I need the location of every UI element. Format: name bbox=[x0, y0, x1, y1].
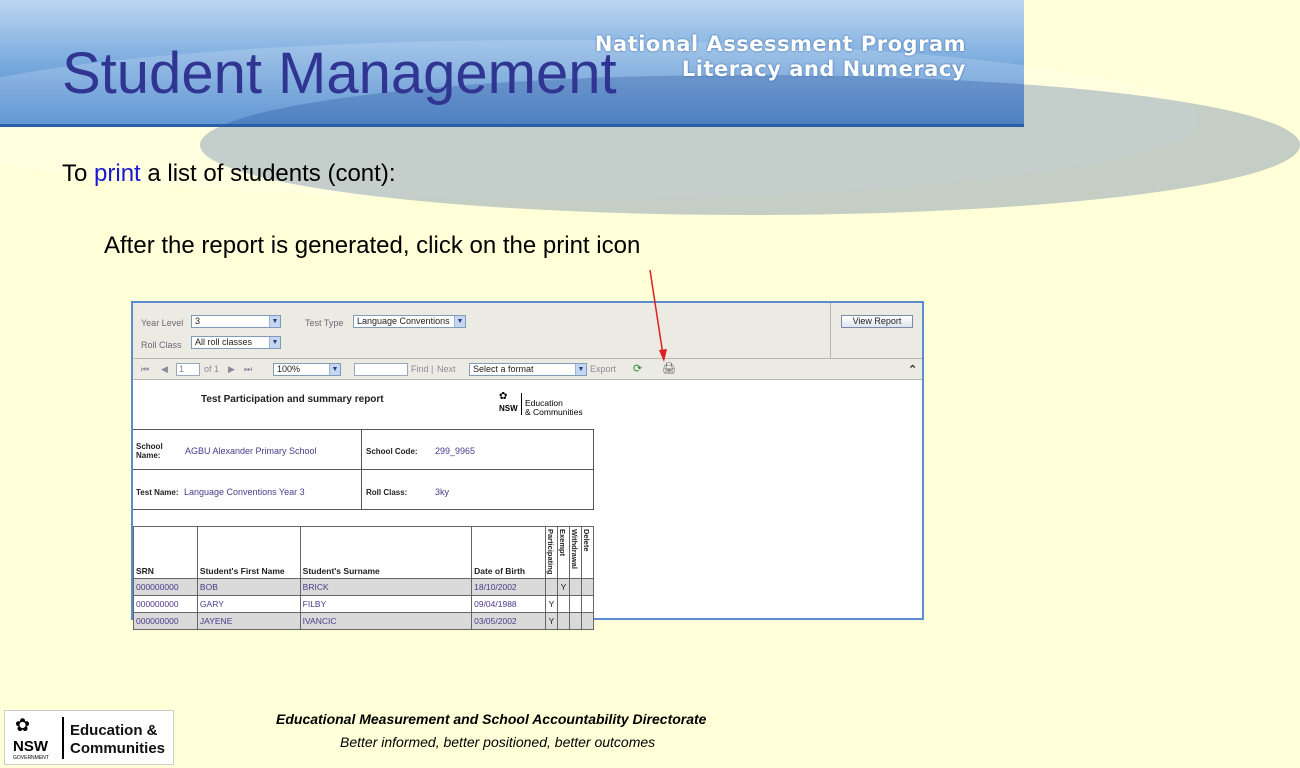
year-level-value: 3 bbox=[195, 316, 201, 326]
cell-dob: 18/10/2002 bbox=[472, 579, 546, 596]
logo-text-line2: & Communities bbox=[525, 407, 583, 417]
view-report-button[interactable]: View Report bbox=[841, 315, 913, 328]
roll-class-info-label: Roll Class: bbox=[366, 488, 408, 497]
column-header-exempt: Exempt bbox=[557, 527, 569, 579]
cell-srn: 000000000 bbox=[134, 596, 198, 613]
zoom-value: 100% bbox=[277, 364, 301, 374]
find-link[interactable]: Find bbox=[411, 364, 429, 374]
page-count: of 1 bbox=[204, 364, 220, 374]
collapse-parameters-icon[interactable]: ⌃ bbox=[908, 364, 918, 376]
school-name-value: AGBU Alexander Primary School bbox=[185, 446, 317, 456]
column-header-participating: Participating bbox=[545, 527, 557, 579]
cell-dob: 09/04/1988 bbox=[472, 596, 546, 613]
footer-directorate: Educational Measurement and School Accountability Directorate bbox=[276, 711, 707, 727]
school-code-value: 299_9965 bbox=[435, 446, 476, 456]
refresh-icon[interactable]: ⟳ bbox=[633, 363, 643, 375]
find-separator: | bbox=[431, 364, 434, 374]
cell-surname: IVANCIC bbox=[300, 613, 471, 630]
column-header-withdrawal: Withdrawal bbox=[569, 527, 581, 579]
footer-logo-line2: Communities bbox=[70, 740, 166, 757]
cell-exempt: Y bbox=[557, 579, 569, 596]
chevron-down-icon: ▼ bbox=[269, 337, 280, 348]
cell-surname: FILBY bbox=[300, 596, 471, 613]
instruction-step: After the report is generated, click on the print icon bbox=[104, 232, 641, 259]
find-next-link[interactable]: Next bbox=[437, 364, 456, 374]
program-name-line2: Literacy and Numeracy bbox=[681, 57, 966, 81]
column-header-dob: Date of Birth bbox=[472, 527, 546, 579]
roll-class-info-value: 3ky bbox=[435, 487, 450, 497]
cell-dob: 03/05/2002 bbox=[472, 613, 546, 630]
arrow-head bbox=[659, 349, 667, 362]
school-code-label: School Code: bbox=[366, 447, 418, 456]
test-type-value: Language Conventions bbox=[357, 316, 450, 326]
footer-logo-nsw: NSW bbox=[13, 738, 48, 755]
logo-text-line1: Education bbox=[525, 398, 563, 408]
year-level-label: Year Level bbox=[141, 318, 184, 328]
instruction-highlight: print bbox=[94, 160, 141, 187]
column-header-srn: SRN bbox=[134, 527, 198, 579]
first-page-icon[interactable]: ⏮ bbox=[141, 364, 150, 374]
school-name-label: School Name: bbox=[136, 442, 163, 460]
previous-page-icon[interactable]: ◀ bbox=[161, 364, 168, 374]
cell-participating: Y bbox=[545, 596, 557, 613]
chevron-down-icon: ▼ bbox=[329, 364, 340, 375]
test-name-value: Language Conventions Year 3 bbox=[184, 487, 305, 497]
waratah-icon: ✿ bbox=[15, 715, 31, 735]
footer-tagline: Better informed, better positioned, better outcomes bbox=[340, 734, 656, 750]
logo-nsw: NSW bbox=[499, 404, 518, 413]
footer-logo-line1: Education & bbox=[70, 722, 158, 739]
page-number-input[interactable]: 1 bbox=[176, 363, 200, 376]
footer-logo-divider bbox=[62, 717, 64, 759]
column-header-delete: Delete bbox=[581, 527, 593, 579]
chevron-down-icon: ▼ bbox=[575, 364, 586, 375]
roll-class-label: Roll Class bbox=[141, 340, 182, 350]
cell-srn: 000000000 bbox=[134, 579, 198, 596]
footer-nsw-logo bbox=[4, 710, 174, 765]
cell-first-name: GARY bbox=[197, 596, 300, 613]
column-header-surname: Student's Surname bbox=[300, 527, 471, 579]
test-name-label: Test Name: bbox=[136, 488, 179, 497]
last-page-icon[interactable]: ⏭ bbox=[244, 364, 253, 374]
waratah-icon: ✿ bbox=[499, 391, 508, 402]
program-name-line1: National Assessment Program bbox=[594, 32, 966, 56]
footer-logo-government: GOVERNMENT bbox=[13, 755, 49, 761]
instruction-prefix: To bbox=[62, 160, 95, 187]
slide-title: Student Management bbox=[62, 41, 617, 106]
cell-first-name: BOB bbox=[197, 579, 300, 596]
export-format-value: Select a format bbox=[473, 364, 534, 374]
arrow-line bbox=[650, 270, 663, 355]
instruction-suffix: a list of students (cont): bbox=[140, 160, 396, 187]
chevron-down-icon: ▼ bbox=[269, 316, 280, 327]
cell-participating: Y bbox=[545, 613, 557, 630]
report-title: Test Participation and summary report bbox=[201, 394, 384, 405]
chevron-down-icon: ▼ bbox=[454, 316, 465, 327]
roll-class-value: All roll classes bbox=[195, 337, 253, 347]
next-page-icon[interactable]: ▶ bbox=[228, 364, 235, 374]
test-type-label: Test Type bbox=[305, 318, 344, 328]
cell-first-name: JAYENE bbox=[197, 613, 300, 630]
cell-srn: 000000000 bbox=[134, 613, 198, 630]
export-link[interactable]: Export bbox=[590, 364, 617, 374]
print-icon[interactable]: 🖨 bbox=[662, 363, 676, 375]
column-header-first-name: Student's First Name bbox=[197, 527, 300, 579]
cell-surname: BRICK bbox=[300, 579, 471, 596]
